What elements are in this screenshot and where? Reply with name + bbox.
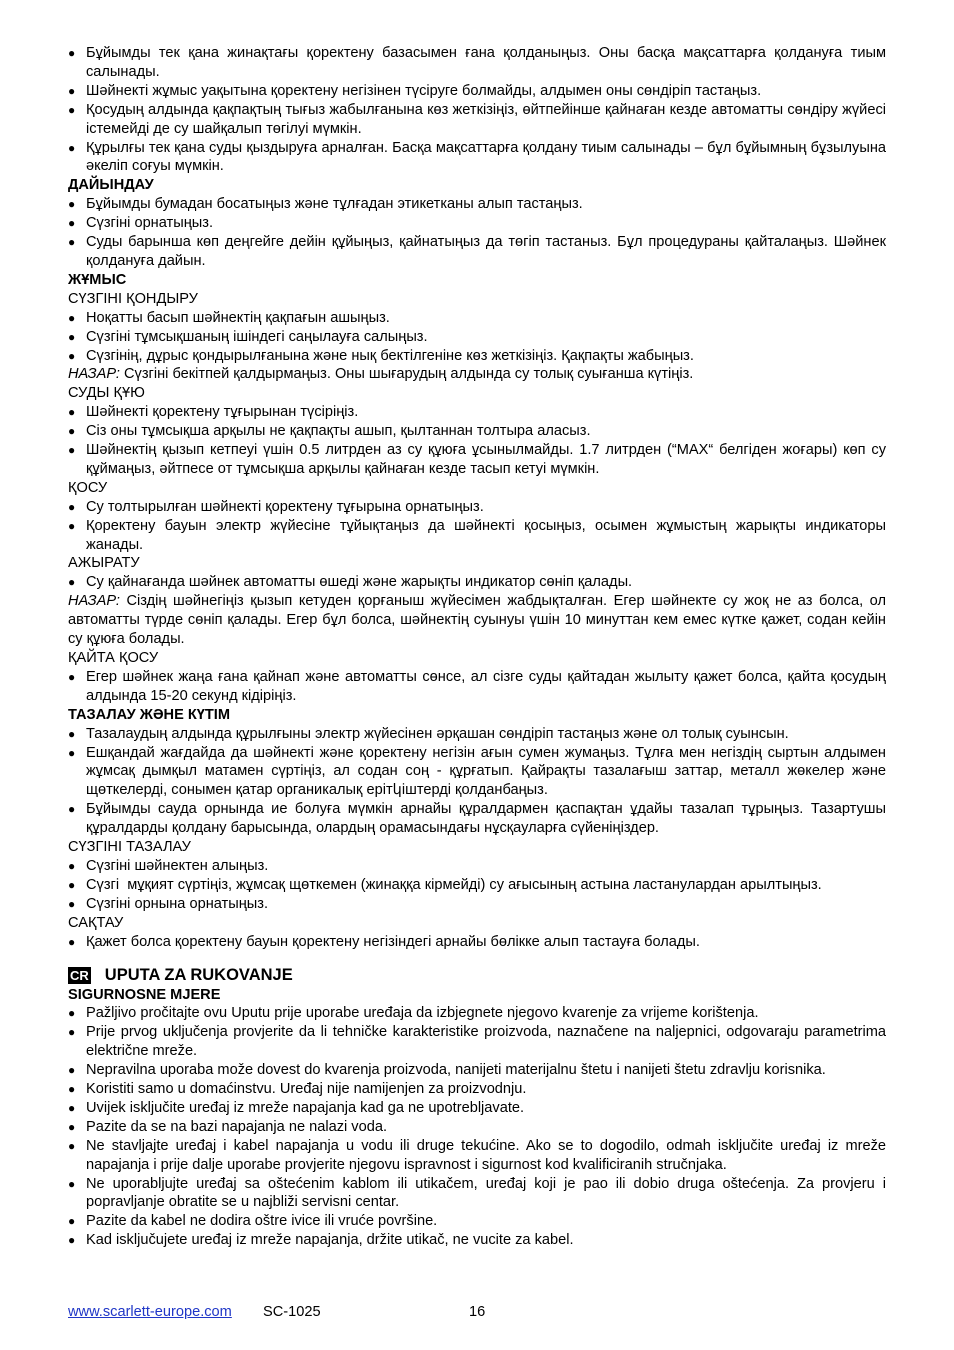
bullet-icon: ● bbox=[68, 575, 76, 590]
bullet-icon: ● bbox=[68, 726, 76, 741]
subheading-restart: ҚАЙТА ҚОСУ bbox=[68, 650, 159, 666]
note-text: Сіздің шәйнегіңіз қызып кетуден қорғаныш жүйесімен жабдықталған. Егер шәйнекте су жоқ не аз болса, ол автоматты түрде сөніп қалады. Егер бұл болса, шәйнектің суынуы үшін 10 минуттан кем емес күтке қажет, содан кейін су құюға болады. bbox=[68, 593, 886, 648]
list-item: ● Бұйымды тек қана жинақтағы қоректену базасымен ғана қолданыңыз. Оны басқа мақсаттарға қолдануға тиым салынады. bbox=[68, 45, 886, 80]
website-link[interactable]: www.scarlett-europe.com bbox=[68, 1304, 232, 1320]
bullet-icon: ● bbox=[68, 329, 76, 344]
subheading-filter-cleaning: СҮЗГІНІ ТАЗАЛАУ bbox=[68, 839, 191, 856]
bullet-icon: ● bbox=[68, 1063, 76, 1078]
bullet-icon: ● bbox=[68, 499, 76, 514]
list-item: ● Pazite da kabel ne dodira oštre ivice ili vruće površine. bbox=[68, 1213, 438, 1230]
list-item: ● Ноқатты басып шәйнектің қақпағын ашыңыз. bbox=[68, 309, 390, 326]
list-item: ● Су толтырылған шәйнекті қоректену тұғырына орнатыңыз. bbox=[68, 498, 484, 515]
bullet-icon: ● bbox=[68, 934, 76, 949]
list-item: ● Егер шәйнек жаңа ғана қайнап және автоматты сөнсе, ал сізге суды қайтадан жылыту қажет болса, қайта қосудың алдында 15-20 секунд кідіріңіз. bbox=[68, 668, 886, 704]
note-paragraph bbox=[68, 592, 886, 649]
bullet-icon: ● bbox=[68, 802, 76, 817]
list-item: ● Қоректену бауын электр жүйесіне тұйықтаңыз да шәйнекті қосыңыз, осымен жұмыстың жарықты индикаторы жанады. bbox=[68, 517, 886, 553]
list-item: ● Бұйымды бумадан босатыңыз және тұлғадан этикетканы алып тастаңыз. bbox=[68, 196, 583, 213]
list-item: ● Қажет болса қоректену бауын қоректену негізіндегі арнайы бөлікке алып тастауға болады. bbox=[68, 933, 700, 950]
subheading-filter-install: СҮЗГІНІ ҚОНДЫРУ bbox=[68, 290, 198, 307]
language-badge: CR bbox=[70, 968, 89, 983]
list-item: ● Шәйнекті қоректену тұғырынан түсіріңіз. bbox=[68, 404, 359, 421]
document-page bbox=[68, 44, 886, 1250]
list-item: ● Суды барынша көп деңгейге дейін құйыңыз, қайнатыңыз да төгіп тастаныз. Бұл процедураны қайталаңыз. Шәйнек қолдануға дайын. bbox=[68, 234, 886, 269]
list-item: ● Шәйнектің қызып кетпеуі үшін 0.5 литрден аз су құюға ұсынылмайды. 1.7 литрден (“MAX“ белгіден жоғары) көп су құймаңыз, әйтпесе от тұмсықша арқылы қайнаған кезде тасып кетуі мүмкін. bbox=[68, 442, 886, 477]
bullet-icon: ● bbox=[68, 1006, 76, 1021]
bullet-icon: ● bbox=[68, 669, 76, 684]
list-item: ● Prije prvog uključenja provjerite da li tehničke karakteristike proizvoda, naznačene na naljepnici, odgovaraju parametrima električne mreže. bbox=[68, 1024, 886, 1060]
bullet-icon: ● bbox=[68, 310, 76, 325]
section-heading-preparation: ДАЙЫНДАУ bbox=[68, 177, 154, 194]
bullet-icon: ● bbox=[68, 197, 76, 212]
subheading-switch-off: АЖЫРАТУ bbox=[68, 555, 140, 572]
bullet-icon: ● bbox=[68, 1138, 76, 1153]
list-item: ● Сүзгінің, дұрыс қондырылғанына және нық бектілгеніне көз жеткізіңіз. Қақпақты жабыңыз. bbox=[68, 347, 694, 364]
list-item: ● Kad isključujete uređaj iz mreže napajanja, držite utikač, ne vucite za kabel. bbox=[68, 1232, 574, 1249]
subheading-fill-water: СУДЫ ҚҰЮ bbox=[68, 385, 145, 402]
bullet-icon: ● bbox=[68, 518, 76, 533]
section-heading-cleaning: ТАЗАЛАУ ЖӘНЕ КҮТІМ bbox=[68, 706, 231, 723]
list-item: ● Сүзгіні тұмсықшаның ішіндегі саңылауға салыңыз. bbox=[68, 328, 428, 345]
list-item: ● Су қайнағанда шәйнек автоматты өшеді және жарықты индикатор сөніп қалады. bbox=[68, 574, 633, 591]
bullet-icon: ● bbox=[68, 877, 76, 892]
cr-safety-list bbox=[68, 1004, 886, 1250]
list-item: ● Koristiti samo u domaćinstvu. Uređaj nije namijenjen za proizvodnju. bbox=[68, 1081, 527, 1098]
list-item: ● Сүзгіні орнына орнатыңыз. bbox=[68, 895, 269, 912]
kz-intro-list bbox=[68, 44, 886, 176]
note-label: НАЗАР: bbox=[68, 366, 120, 383]
kz-filter-install-list bbox=[68, 309, 886, 366]
list-item: ● Шәйнекті жұмыс уақытына қоректену негізінен түсіруге болмайды, алдымен оны сөндіріп тастаңыз. bbox=[68, 82, 762, 99]
kz-prep-list bbox=[68, 195, 886, 271]
list-item: ● Ne stavljajte uređaj i kabel napajanja u vodu ili druge tekućine. Ako se to dogodilo, odmah isključite uređaj iz mreže napajanja i prije dalje uporabe provjerite njegovu ispravnost i sigurnost kod kvalificiranih stručnjaka. bbox=[68, 1137, 886, 1173]
list-item: ● Uvijek isključite uređaj iz mreže napajanja kad ga ne upotrebljavate. bbox=[68, 1099, 525, 1116]
list-item: ● Сүзгіні шәйнектен алыңыз. bbox=[68, 857, 269, 874]
bullet-icon: ● bbox=[68, 348, 76, 363]
model-number: SC-1025 bbox=[263, 1304, 321, 1320]
kz-off-list bbox=[68, 573, 886, 592]
kz-restart-list bbox=[68, 668, 886, 706]
list-item: ● Сіз оны тұмсықша арқылы не қақпақты ашып, қылтаннан толтыра аласыз. bbox=[68, 423, 591, 440]
kz-storage-list bbox=[68, 933, 886, 952]
bullet-icon: ● bbox=[68, 102, 76, 117]
bullet-icon: ● bbox=[68, 1100, 76, 1115]
kz-filter-clean-list bbox=[68, 857, 886, 914]
bullet-icon: ● bbox=[68, 140, 76, 155]
list-item: ● Қосудың алдында қақпақтың тығыз жабылғанына көз жеткізіңіз, өйтпейінше қайнаған кезде автоматты сөндіру жүйесі істемейді де су шайқалып төгілуі мүмкін. bbox=[68, 101, 886, 137]
note-paragraph bbox=[68, 365, 886, 384]
bullet-icon: ● bbox=[68, 1082, 76, 1097]
manual-title: UPUTA ZA RUKOVANJE bbox=[104, 966, 293, 985]
bullet-icon: ● bbox=[68, 424, 76, 439]
list-item: ● Ешқандай жағдайда да шәйнекті және қоректену негізін ағын сумен жумаңыз. Тұлға мен негіздің сыртын алдымен жұмсақ дымқыл матамен сүртіңіз, ал содан соң - құрғатып. Қайрақты тазалағыш заттар, металл жөкелер және щөткелерді, сонымен қатар органикалық ерітկіштерді қолданбаңыз. bbox=[68, 744, 886, 799]
note-text: Сүзгіні бекітпей қалдырмаңыз. Оны шығарудың алдында су толық суығанша күтіңіз. bbox=[119, 366, 694, 383]
list-item: ● Тазалаудың алдында құрылғыны электр жүйесінен әрқашан сөндіріп тастаңыз және ол толық суынсын. bbox=[68, 725, 789, 742]
kz-on-list bbox=[68, 498, 886, 555]
subheading-switch-on: ҚОСУ bbox=[68, 479, 108, 496]
page-footer bbox=[68, 1303, 886, 1323]
bullet-icon: ● bbox=[68, 1025, 76, 1040]
kz-fill-list bbox=[68, 403, 886, 479]
list-item: ● Сүзгіні орнатыңыз. bbox=[68, 215, 214, 232]
note-label: НАЗАР: bbox=[68, 593, 120, 610]
bullet-icon: ● bbox=[68, 1119, 76, 1134]
bullet-icon: ● bbox=[68, 405, 76, 420]
kz-clean-list bbox=[68, 725, 886, 838]
bullet-icon: ● bbox=[68, 745, 76, 760]
bullet-icon: ● bbox=[68, 1176, 76, 1191]
bullet-icon: ● bbox=[68, 1233, 76, 1248]
bullet-icon: ● bbox=[68, 83, 76, 98]
bullet-icon: ● bbox=[68, 443, 76, 458]
bullet-icon: ● bbox=[68, 216, 76, 231]
bullet-icon: ● bbox=[68, 896, 76, 911]
section-heading-safety: SIGURNOSNE MJERE bbox=[68, 986, 221, 1003]
bullet-icon: ● bbox=[68, 1214, 76, 1229]
bullet-icon: ● bbox=[68, 46, 76, 60]
bullet-icon: ● bbox=[68, 235, 76, 250]
list-item: ● Pažljivo pročitajte ovu Uputu prije uporabe uređaja da izbjegnete njegovo kvarenje za vrijeme korištenja. bbox=[68, 1005, 759, 1022]
section-heading-operation: ЖҰМЫС bbox=[68, 271, 127, 288]
list-item: ● Ne uporabljujte uređaj sa oštećenim kablom ili utikačem, uređaj koji je pao ili dobio druga oštećenja. Za provjeru i popravljanje obratite se u najbliži servisni centar. bbox=[68, 1175, 886, 1211]
page-number: 16 bbox=[469, 1304, 486, 1320]
list-item: ● Nepravilna uporaba može dovest do kvarenja proizvoda, nanijeti materijalnu štetu i nanijeti štetu zdravlju korisnika. bbox=[68, 1062, 826, 1079]
bullet-icon: ● bbox=[68, 858, 76, 873]
subheading-storage: САҚТАУ bbox=[68, 914, 124, 931]
list-item: ● Pazite da se na bazi napajanja ne nalazi voda. bbox=[68, 1118, 388, 1135]
language-section-header bbox=[68, 966, 886, 986]
list-item: ● Құрылғы тек қана суды қыздыруға арналған. Басқа мақсаттарға қолдану тиым салынады – бұл бұйымның бұзылуына әкеліп соғуы мүмкін. bbox=[68, 139, 886, 175]
list-item: ● Бұйымды сауда орнында ие болуға мүмкін арнайы құралдармен қаспақтан ұдайы тазалап тұрыңыз. Тазартушы құралдарды қолдану барысында, олардың орамасындағы нұсқауларға сүйеніңіздер. bbox=[68, 801, 886, 837]
list-item: ● Сүзгі мұқият сүртіңіз, жұмсақ щөткемен (жинаққа кірмейді) су ағысының астына ластанулардан арылтыңыз. bbox=[68, 876, 822, 893]
